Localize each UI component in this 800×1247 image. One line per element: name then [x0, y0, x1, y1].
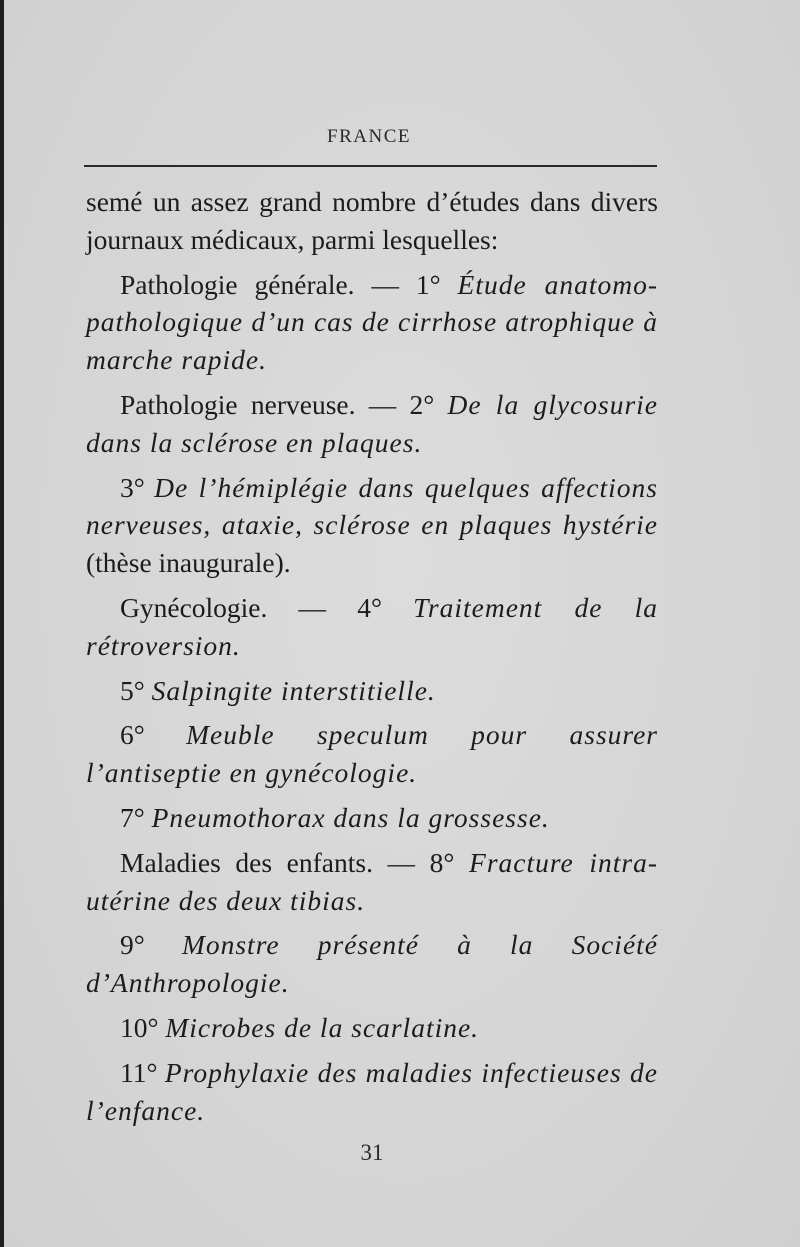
paragraph-title: De la glycosurie dans la sclérose en plaques. — [86, 388, 658, 458]
paragraph-title: Étude anatomo-pathologique d’un cas de cirrhose atrophique à marche rapide. — [86, 268, 658, 376]
paragraph — [86, 926, 658, 1002]
paragraph-text: 9° — [120, 929, 182, 961]
paragraph-text: Gynécologie. — 4° — [120, 591, 414, 623]
paragraph-text: semé un assez grand nombre d’études dans divers journaux médicaux, parmi lesquelles: — [86, 186, 658, 255]
header-rule — [84, 165, 657, 167]
paragraph-title: Pneumothorax dans la grossesse. — [151, 801, 550, 833]
paragraph-title: De l’hémiplégie dans quelques affections nerveuses, ataxie, sclérose en plaques hystérie — [86, 471, 658, 541]
paragraph-text: Pathologie générale. — 1° — [120, 268, 458, 300]
paragraph — [86, 844, 658, 920]
paragraph-title: Prophylaxie des maladies infectieuses de l’enfance. — [86, 1056, 659, 1126]
paragraph — [86, 1009, 658, 1047]
paragraph — [86, 1054, 658, 1130]
running-header: FRANCE — [327, 126, 411, 147]
paragraph — [86, 672, 658, 710]
body-text — [86, 183, 658, 1136]
paragraph-title: Meuble speculum pour assurer l’antiseptie en gynécologie. — [86, 719, 658, 789]
paragraph-title: Fracture intra-utérine des deux tibias. — [86, 846, 658, 916]
paragraph-text: 3° — [120, 471, 155, 503]
paragraph-text: 10° — [120, 1011, 166, 1043]
paragraph-title: Traitement de la rétroversion. — [86, 591, 658, 661]
paragraph-text: 11° — [120, 1056, 165, 1088]
paragraph-note: (thèse inaugurale). — [86, 547, 291, 579]
paragraph-text: 6° — [120, 719, 187, 751]
paragraph — [86, 183, 658, 259]
paragraph-title: Microbes de la scarlatine. — [165, 1011, 480, 1043]
paragraph — [86, 799, 658, 837]
paragraph — [86, 266, 658, 379]
paragraph-text: 7° — [120, 801, 152, 833]
paragraph-text: 5° — [120, 674, 152, 706]
paragraph-text: Pathologie nerveuse. — 2° — [120, 388, 448, 420]
paragraph-title: Salpingite interstitielle. — [151, 674, 436, 706]
paragraph — [86, 386, 658, 462]
paragraph — [86, 716, 658, 792]
paragraph — [86, 469, 658, 582]
book-page — [4, 0, 800, 1247]
paragraph-title: Monstre présenté à la Société d’Anthropologie. — [86, 929, 658, 999]
page-number: 31 — [360, 1140, 384, 1165]
paragraph-text: Maladies des enfants. — 8° — [120, 846, 470, 878]
paragraph — [86, 589, 658, 665]
